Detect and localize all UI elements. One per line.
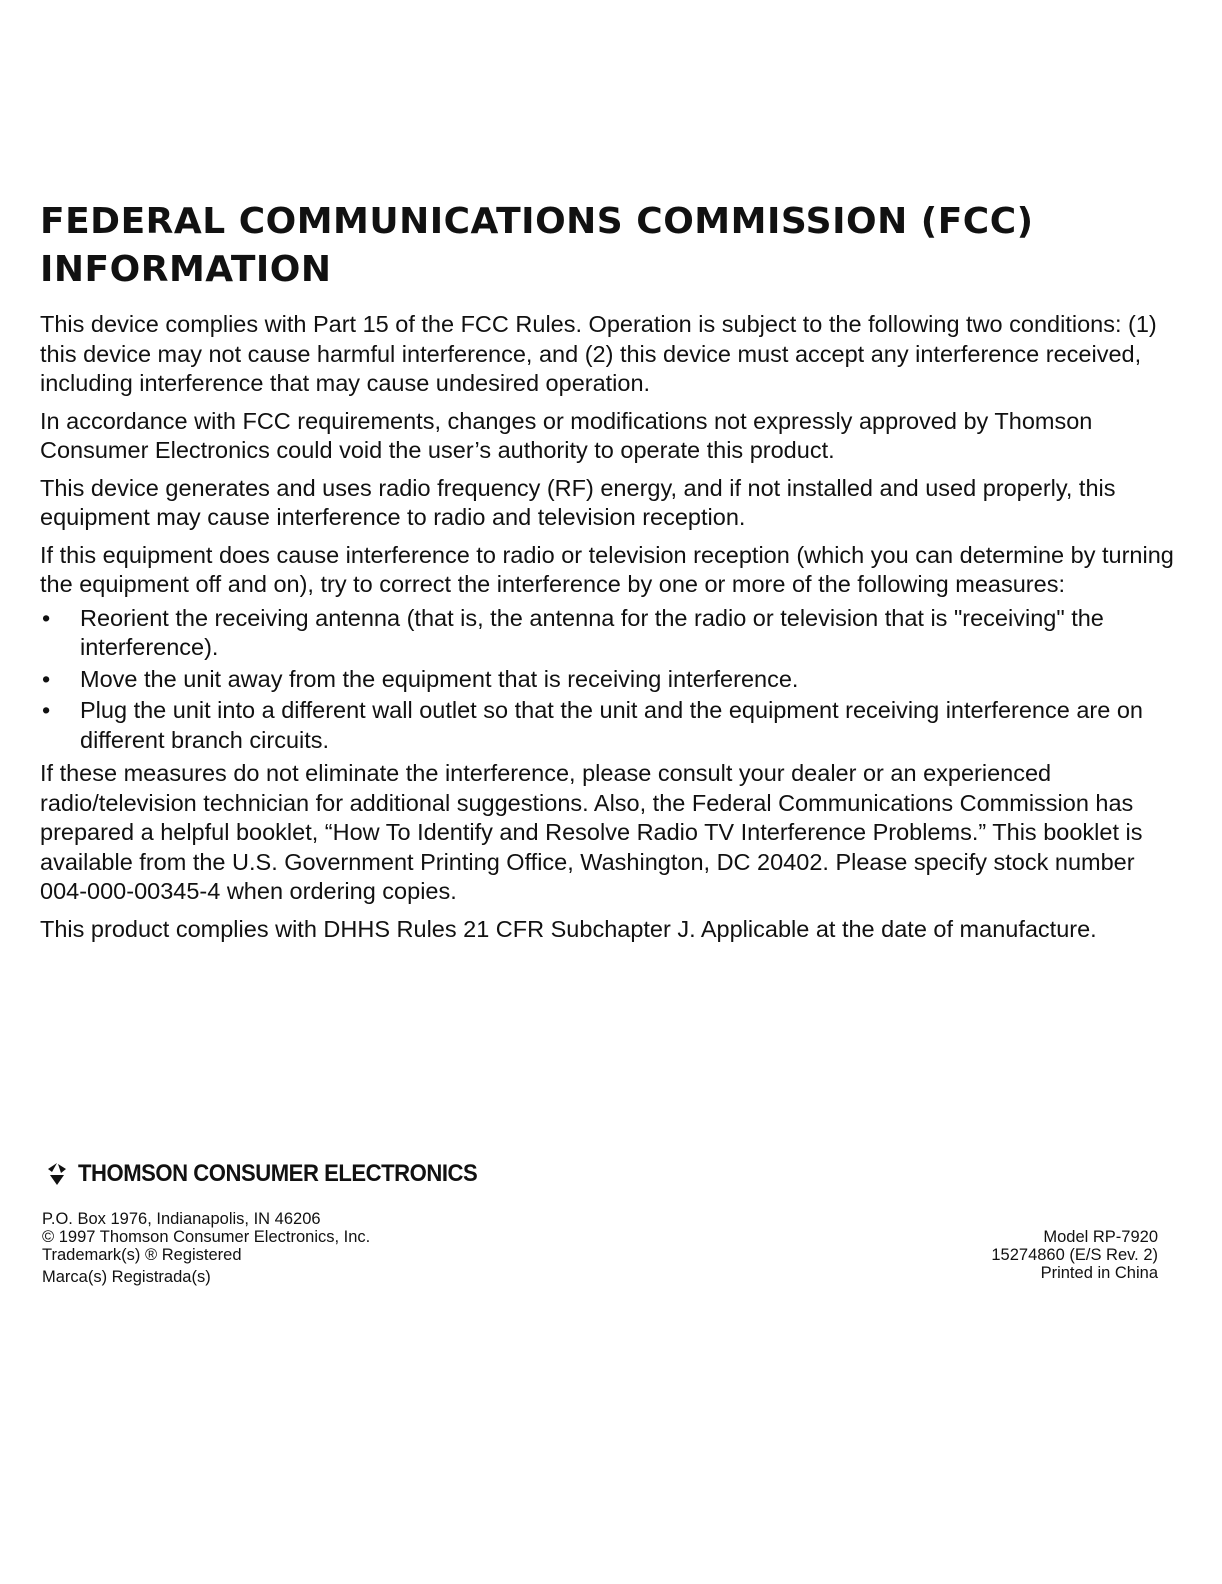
- fcc-body: [40, 310, 1180, 952]
- model-number: Model RP-7920: [1043, 1228, 1158, 1246]
- list-item: [40, 665, 1180, 695]
- list-item-text: Plug the unit into a different wall outlet so that the unit and the equipment receiving interference are on different branch circuits.: [80, 697, 1143, 753]
- paragraph: This product complies with DHHS Rules 21 CFR Subchapter J. Applicable at the date of manufacture.: [40, 915, 1097, 942]
- paragraph: If these measures do not eliminate the interference, please consult your dealer or an experienced radio/television technician for additional suggestions. Also, the Federal Communications Commission has prepared a helpful booklet, “How To Identify and Resolve Radio TV Interference Problems.” This booklet is available from the U.S. Government Printing Office, Washington, DC 20402. Please specify stock number 004-000-00345-4 when ordering copies.: [40, 760, 1143, 904]
- trademark: Trademark(s) ® Registered: [42, 1246, 242, 1264]
- brand-block: [44, 1160, 512, 1188]
- marca: Marca(s) Registrada(s): [42, 1268, 211, 1286]
- printed-in: Printed in China: [1040, 1264, 1158, 1282]
- measures-list: [40, 604, 1180, 756]
- page-title: [40, 198, 1190, 294]
- list-item-text: Reorient the receiving antenna (that is, the antenna for the radio or television that is "receiving" the interference).: [80, 604, 1104, 660]
- list-item: [40, 696, 1180, 755]
- paragraph: In accordance with FCC requirements, changes or modifications not expressly approved by Thomson Consumer Electronics could void the user’s authority to operate this product.: [40, 407, 1093, 463]
- paragraph: If this equipment does cause interference to radio or television reception (which you can determine by turning the equipment off and on), try to correct the interference by one or more of the following measures:: [40, 541, 1174, 597]
- brand-name: THOMSON CONSUMER ELECTRONICS: [78, 1160, 478, 1187]
- bullet-icon: •: [42, 604, 51, 631]
- address: P.O. Box 1976, Indianapolis, IN 46206: [42, 1210, 321, 1228]
- title-line-2: INFORMATION: [40, 249, 332, 290]
- paragraph: This device complies with Part 15 of the FCC Rules. Operation is subject to the following two conditions: (1) this device may not cause harmful interference, and (2) this device must accept any interference received, including interference that may cause undesired operation.: [40, 311, 1157, 396]
- title-line-1: FEDERAL COMMUNICATIONS COMMISSION (FCC): [40, 201, 1034, 242]
- bullet-icon: •: [42, 697, 51, 723]
- part-number: 15274860 (E/S Rev. 2): [991, 1246, 1158, 1264]
- paragraph: This device generates and uses radio frequency (RF) energy, and if not installed and used properly, this equipment may cause interference to radio and television reception.: [40, 474, 1116, 530]
- copyright: © 1997 Thomson Consumer Electronics, Inc.: [42, 1228, 371, 1246]
- model-info: [991, 1228, 1158, 1282]
- list-item-text: Move the unit away from the equipment that is receiving interference.: [80, 665, 799, 692]
- thomson-logo-icon: [44, 1161, 70, 1187]
- bullet-icon: •: [42, 665, 51, 692]
- list-item: [40, 604, 1180, 663]
- company-info: [42, 1210, 370, 1286]
